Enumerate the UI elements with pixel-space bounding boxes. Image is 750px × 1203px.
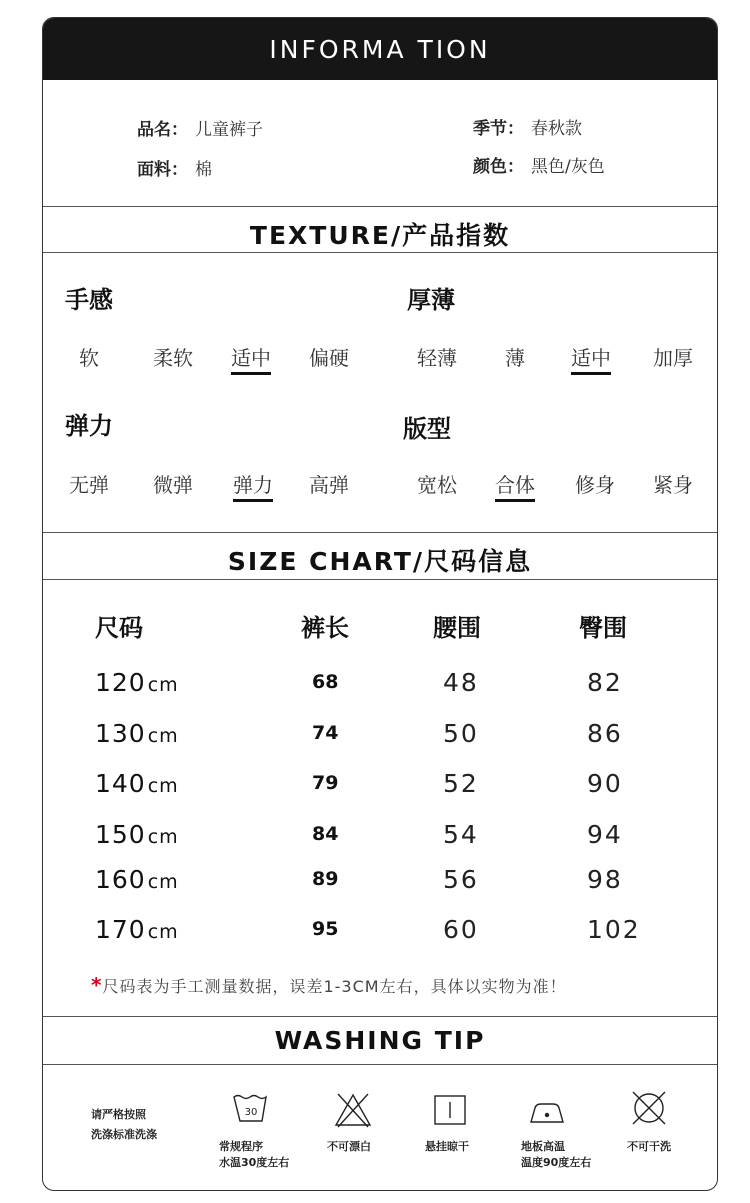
wash-tip-line: 常规程序: [219, 1140, 263, 1153]
size-number: 170: [95, 915, 146, 944]
elasticity-option: 微弹: [153, 473, 193, 497]
hip-value: 102: [587, 915, 641, 944]
elasticity-option-selected: 弹力: [233, 469, 273, 502]
information-header: [43, 18, 717, 80]
size-number: 130: [95, 719, 146, 748]
wash-temp-text: 30: [244, 1107, 258, 1118]
season-key: 季节：: [473, 119, 524, 139]
divider: [43, 532, 717, 533]
hip-value: 94: [587, 820, 623, 849]
wash-tip-label: [425, 1139, 469, 1155]
fit-option-selected: 合体: [495, 469, 535, 502]
elasticity-label: 弹力: [65, 412, 113, 440]
size-unit: cm: [147, 725, 179, 747]
size-value: [95, 865, 179, 894]
length-value: 74: [312, 722, 339, 744]
fabric-value: 棉: [195, 160, 212, 180]
season-value: 春秋款: [531, 119, 582, 139]
size-note: [91, 973, 567, 997]
size-number: 150: [95, 820, 146, 849]
size-number: 140: [95, 769, 146, 798]
length-value: 95: [312, 918, 339, 940]
size-number: 120: [95, 668, 146, 697]
wash-tip-line: 地板高温: [521, 1140, 565, 1153]
hand-option: 偏硬: [309, 346, 349, 370]
thickness-option: 薄: [505, 346, 525, 370]
hip-value: 90: [587, 769, 623, 798]
wash-tip-label: [521, 1139, 591, 1171]
washing-title: WASHING TIP: [274, 1026, 486, 1055]
note-star: *: [91, 973, 103, 997]
hang-dry-icon: [433, 1094, 467, 1126]
length-header: 裤长: [301, 614, 349, 642]
length-value: 79: [312, 772, 339, 794]
color-value: 黑色/灰色: [531, 157, 605, 177]
iron-icon: [527, 1096, 567, 1126]
size-value: [95, 820, 179, 849]
size-unit: cm: [147, 921, 179, 943]
size-chart-title: SIZE CHART/尺码信息: [227, 547, 533, 576]
note-text: 尺码表为手工测量数据，误差1-3CM左右，具体以实物为准！: [102, 977, 567, 996]
hip-value: 98: [587, 865, 623, 894]
divider: [43, 1064, 717, 1065]
length-value: 84: [312, 823, 339, 845]
wash-tip-label: [219, 1139, 289, 1171]
washing-intro-line: 洗涤标准洗涤: [91, 1128, 157, 1141]
elasticity-option: 高弹: [309, 473, 349, 497]
wash-tip-line: 悬挂晾干: [425, 1140, 469, 1153]
fit-label: 版型: [403, 415, 451, 443]
size-unit: cm: [147, 826, 179, 848]
size-value: [95, 719, 179, 748]
color-key: 颜色：: [473, 157, 524, 177]
fabric-key: 面料：: [137, 160, 188, 180]
size-unit: cm: [147, 775, 179, 797]
size-value: [95, 668, 179, 697]
divider: [43, 1016, 717, 1017]
thickness-option: 轻薄: [417, 346, 457, 370]
divider: [43, 579, 717, 580]
wash-tip-line: 不可干洗: [627, 1140, 671, 1153]
hand-feel-label: 手感: [65, 286, 113, 314]
waist-value: 56: [443, 865, 479, 894]
no-dry-clean-icon: [629, 1088, 669, 1128]
product-name-key: 品名：: [137, 120, 188, 140]
fit-option: 紧身: [653, 473, 693, 497]
hip-value: 86: [587, 719, 623, 748]
fit-option: 宽松: [417, 473, 457, 497]
hand-option: 柔软: [153, 346, 193, 370]
wash-tip-line: 不可漂白: [327, 1140, 371, 1153]
texture-title: TEXTURE/产品指数: [249, 221, 511, 250]
thickness-option-selected: 适中: [571, 342, 611, 375]
hand-option: 软: [79, 346, 99, 370]
info-card: [42, 17, 718, 1191]
thickness-option: 加厚: [653, 346, 693, 370]
no-bleach-icon: [333, 1091, 373, 1129]
washing-intro: [91, 1107, 157, 1143]
waist-value: 60: [443, 915, 479, 944]
waist-header: 腰围: [433, 614, 481, 642]
waist-value: 48: [443, 668, 479, 697]
size-unit: cm: [147, 674, 179, 696]
product-name-value: 儿童裤子: [195, 120, 263, 140]
header-title: INFORMA TION: [269, 34, 491, 64]
size-number: 160: [95, 865, 146, 894]
wash-30-icon: [231, 1093, 271, 1125]
size-header: 尺码: [95, 614, 143, 642]
length-value: 68: [312, 671, 339, 693]
waist-value: 50: [443, 719, 479, 748]
fit-option: 修身: [575, 473, 615, 497]
hand-option-selected: 适中: [231, 342, 271, 375]
thickness-label: 厚薄: [407, 286, 455, 314]
waist-value: 52: [443, 769, 479, 798]
size-value: [95, 915, 179, 944]
size-value: [95, 769, 179, 798]
size-unit: cm: [147, 871, 179, 893]
waist-value: 54: [443, 820, 479, 849]
divider: [43, 252, 717, 253]
wash-tip-line: 水温30度左右: [219, 1156, 290, 1169]
divider: [43, 206, 717, 207]
wash-tip-label: [327, 1139, 371, 1155]
hip-value: 82: [587, 668, 623, 697]
length-value: 89: [312, 868, 339, 890]
wash-tip-label: [627, 1139, 671, 1155]
wash-tip-line: 温度90度左右: [521, 1156, 592, 1169]
hip-header: 臀围: [579, 614, 627, 642]
elasticity-option: 无弹: [69, 473, 109, 497]
washing-intro-line: 请严格按照: [91, 1108, 146, 1121]
